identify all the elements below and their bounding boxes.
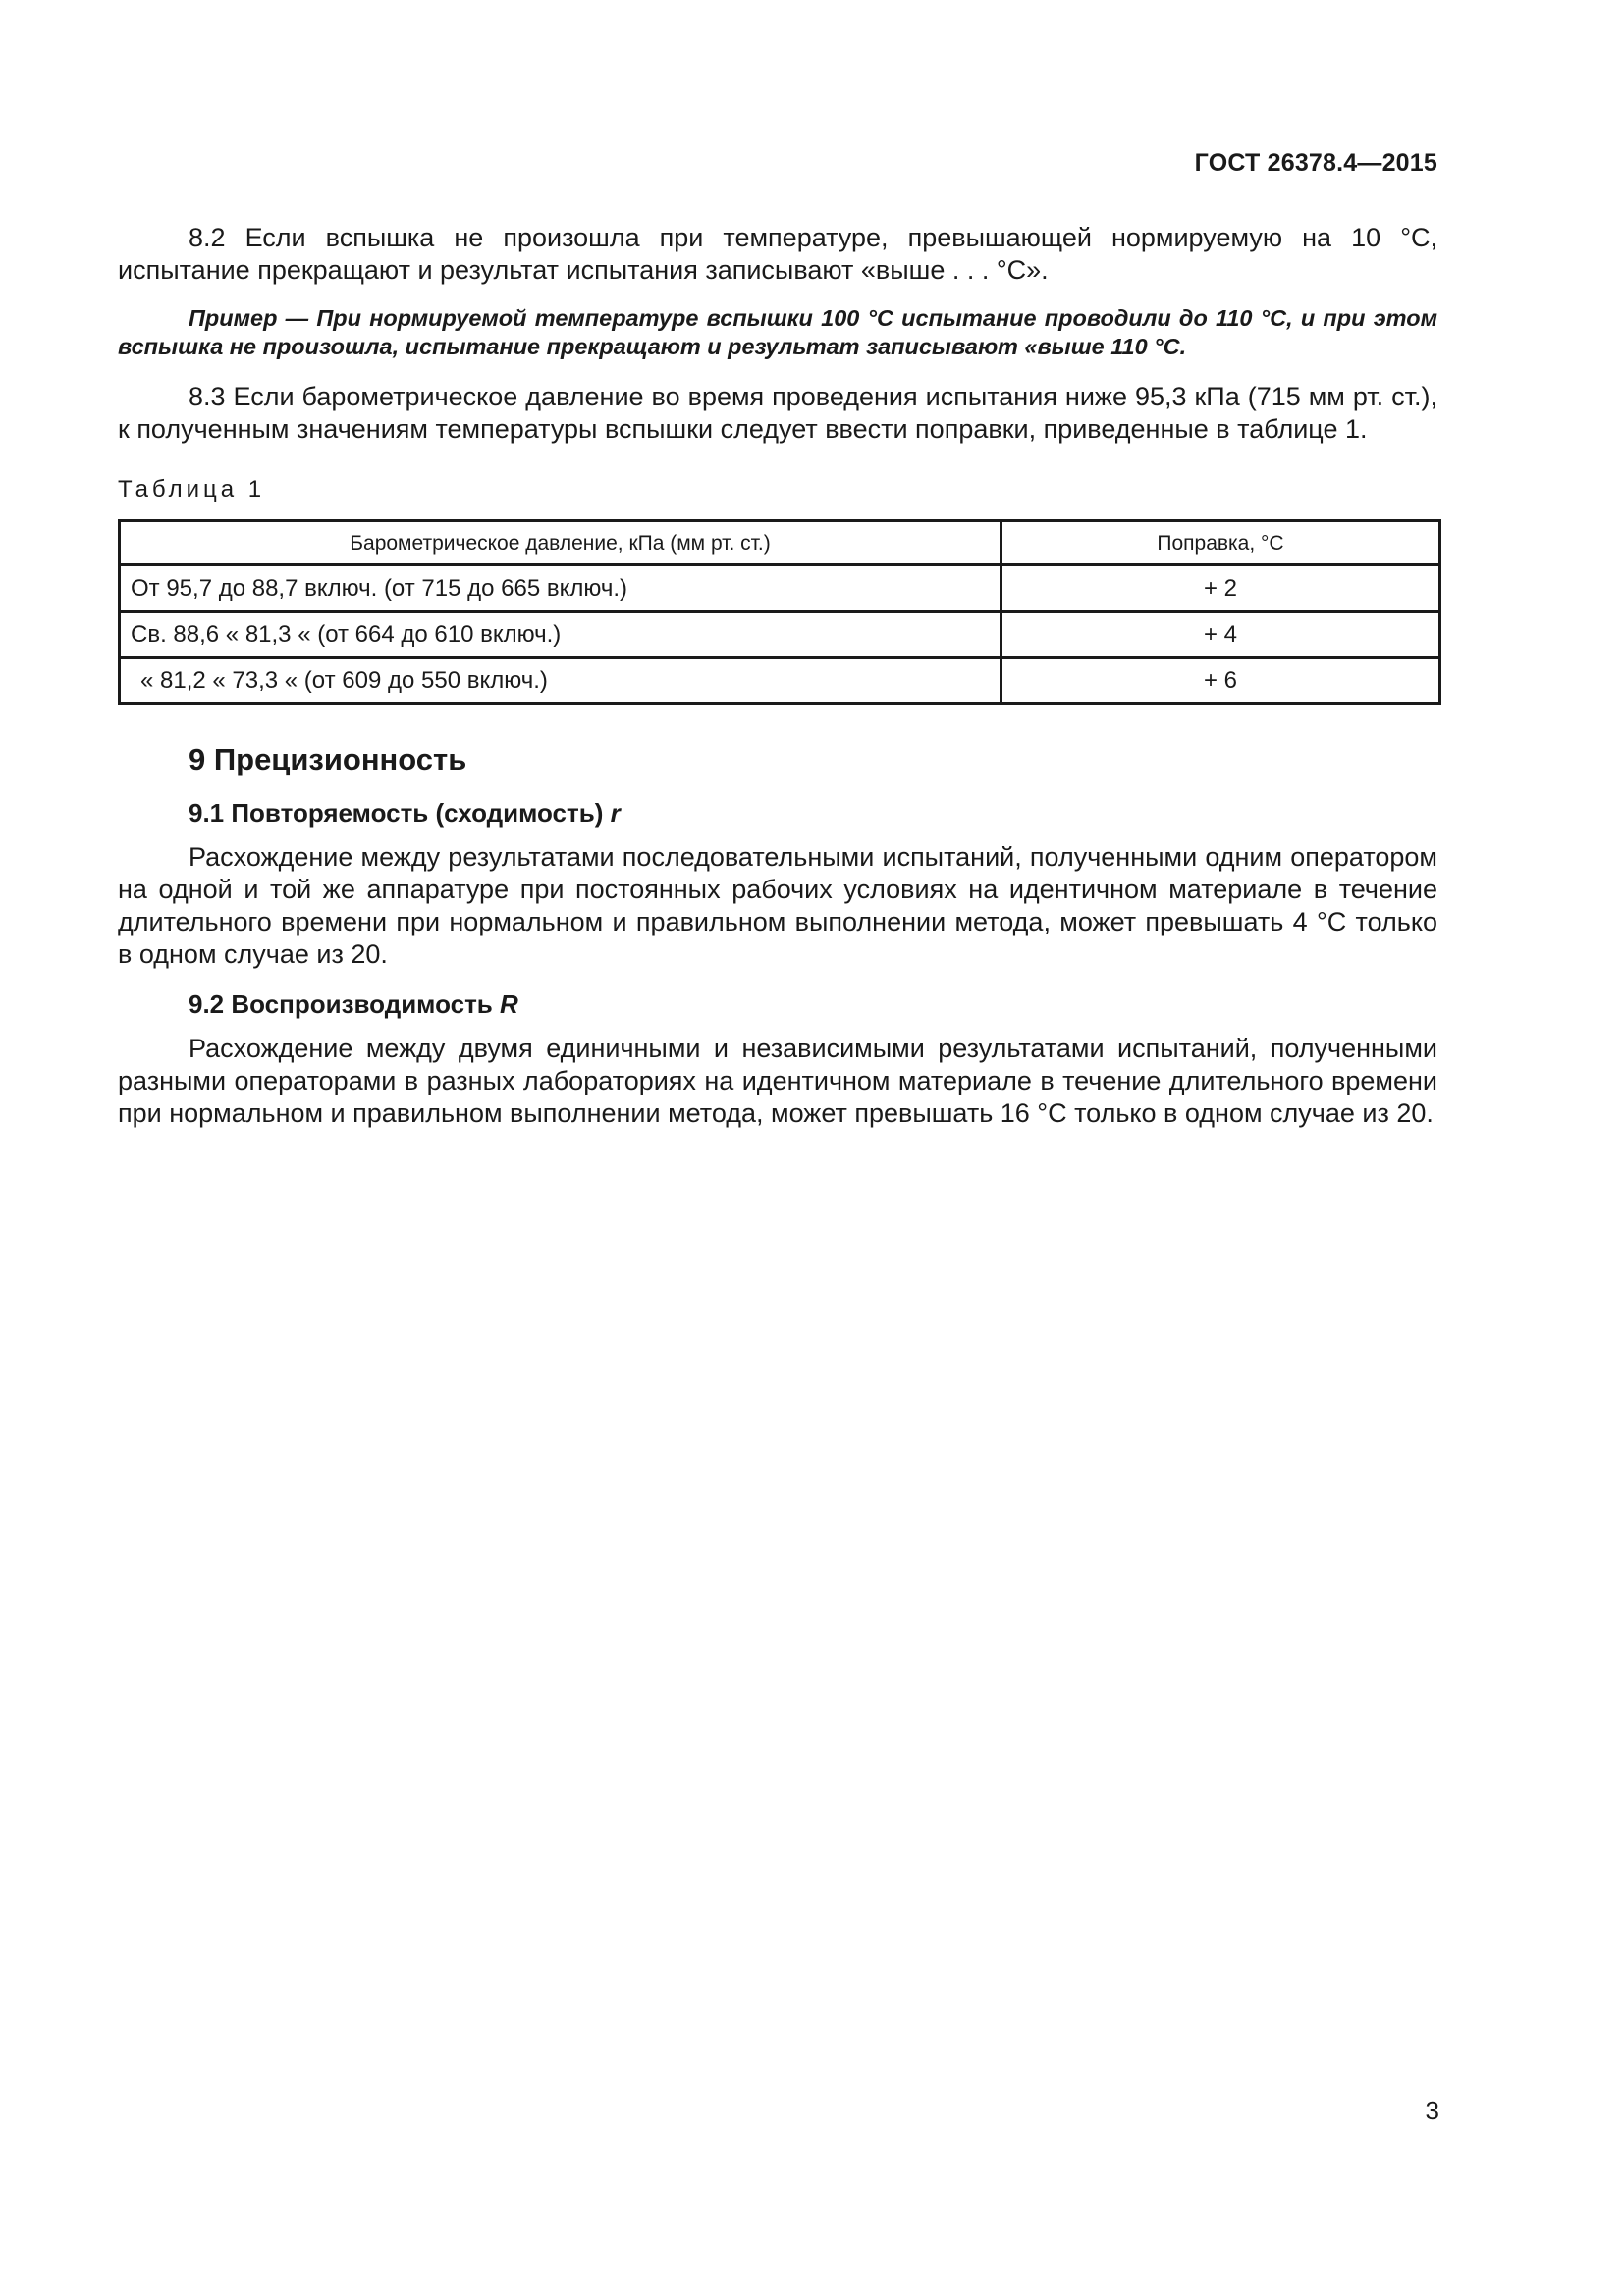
subsection-variable: R — [500, 989, 518, 1019]
table-cell-correction: + 2 — [1001, 565, 1440, 612]
example-note: Пример — При нормируемой температуре вспышки 100 °С испытание проводили до 110 °С, и при этом вспышка не произошла, испытание прекращают и результат записывают «выше 110 °С. — [118, 305, 1437, 359]
table-cell-pressure: « 81,2 « 73,3 « (от 609 до 550 включ.) — [120, 658, 1001, 704]
paragraph-8-2: 8.2 Если вспышка не произошла при температуре, превышающей нормируемую на 10 °С, испытание прекращают и результат испытания записывают «выше . . . °С». — [118, 223, 1437, 285]
subsection-variable: r — [610, 798, 621, 828]
table-row — [120, 565, 1440, 612]
subsection-label: 9.2 Воспроизводимость — [189, 989, 493, 1019]
table-cell-pressure: От 95,7 до 88,7 включ. (от 715 до 665 включ.) — [120, 565, 1001, 612]
correction-table — [118, 519, 1441, 705]
paragraph-8-3: 8.3 Если барометрическое давление во время проведения испытания ниже 95,3 кПа (715 мм рт. ст.), к полученным значениям температуры вспышки следует ввести поправки, приведенные в таблице 1. — [118, 382, 1437, 444]
subsection-title-9-2 — [189, 988, 1437, 1021]
subsection-title-9-1 — [189, 797, 1437, 829]
section-title: 9 Прецизионность — [189, 742, 467, 776]
table-cell-correction: + 6 — [1001, 658, 1440, 704]
page-number: 3 — [1425, 2096, 1439, 2125]
document-code: ГОСТ 26378.4—2015 — [1194, 149, 1437, 177]
table-header-pressure: Барометрическое давление, кПа (мм рт. ст.) — [120, 521, 1001, 565]
table-header-row — [120, 521, 1440, 565]
subsection-label: 9.1 Повторяемость (сходимость) — [189, 798, 604, 828]
table-cell-pressure: Св. 88,6 « 81,3 « (от 664 до 610 включ.) — [120, 612, 1001, 658]
table-row — [120, 658, 1440, 704]
table-header-correction: Поправка, °С — [1001, 521, 1440, 565]
table-cell-correction: + 4 — [1001, 612, 1440, 658]
paragraph-9-2: Расхождение между двумя единичными и независимыми результатами испытаний, полученными разными операторами в разных лабораториях на идентичном материале в течение длительного времени при нормальном и правильном выполнении метода, может превышать 16 °С только в одном случае из 20. — [118, 1034, 1437, 1128]
paragraph-9-1: Расхождение между результатами последовательными испытаний, полученными одним оператором на одной и той же аппаратуре при постоянных рабочих условиях на идентичном материале в течение длительного времени при нормальном и правильном выполнении метода, может превышать 4 °С только в одном случае из 20. — [118, 842, 1437, 969]
table-row — [120, 612, 1440, 658]
page-content — [118, 222, 1437, 1130]
table-caption: Таблица 1 — [118, 476, 266, 503]
